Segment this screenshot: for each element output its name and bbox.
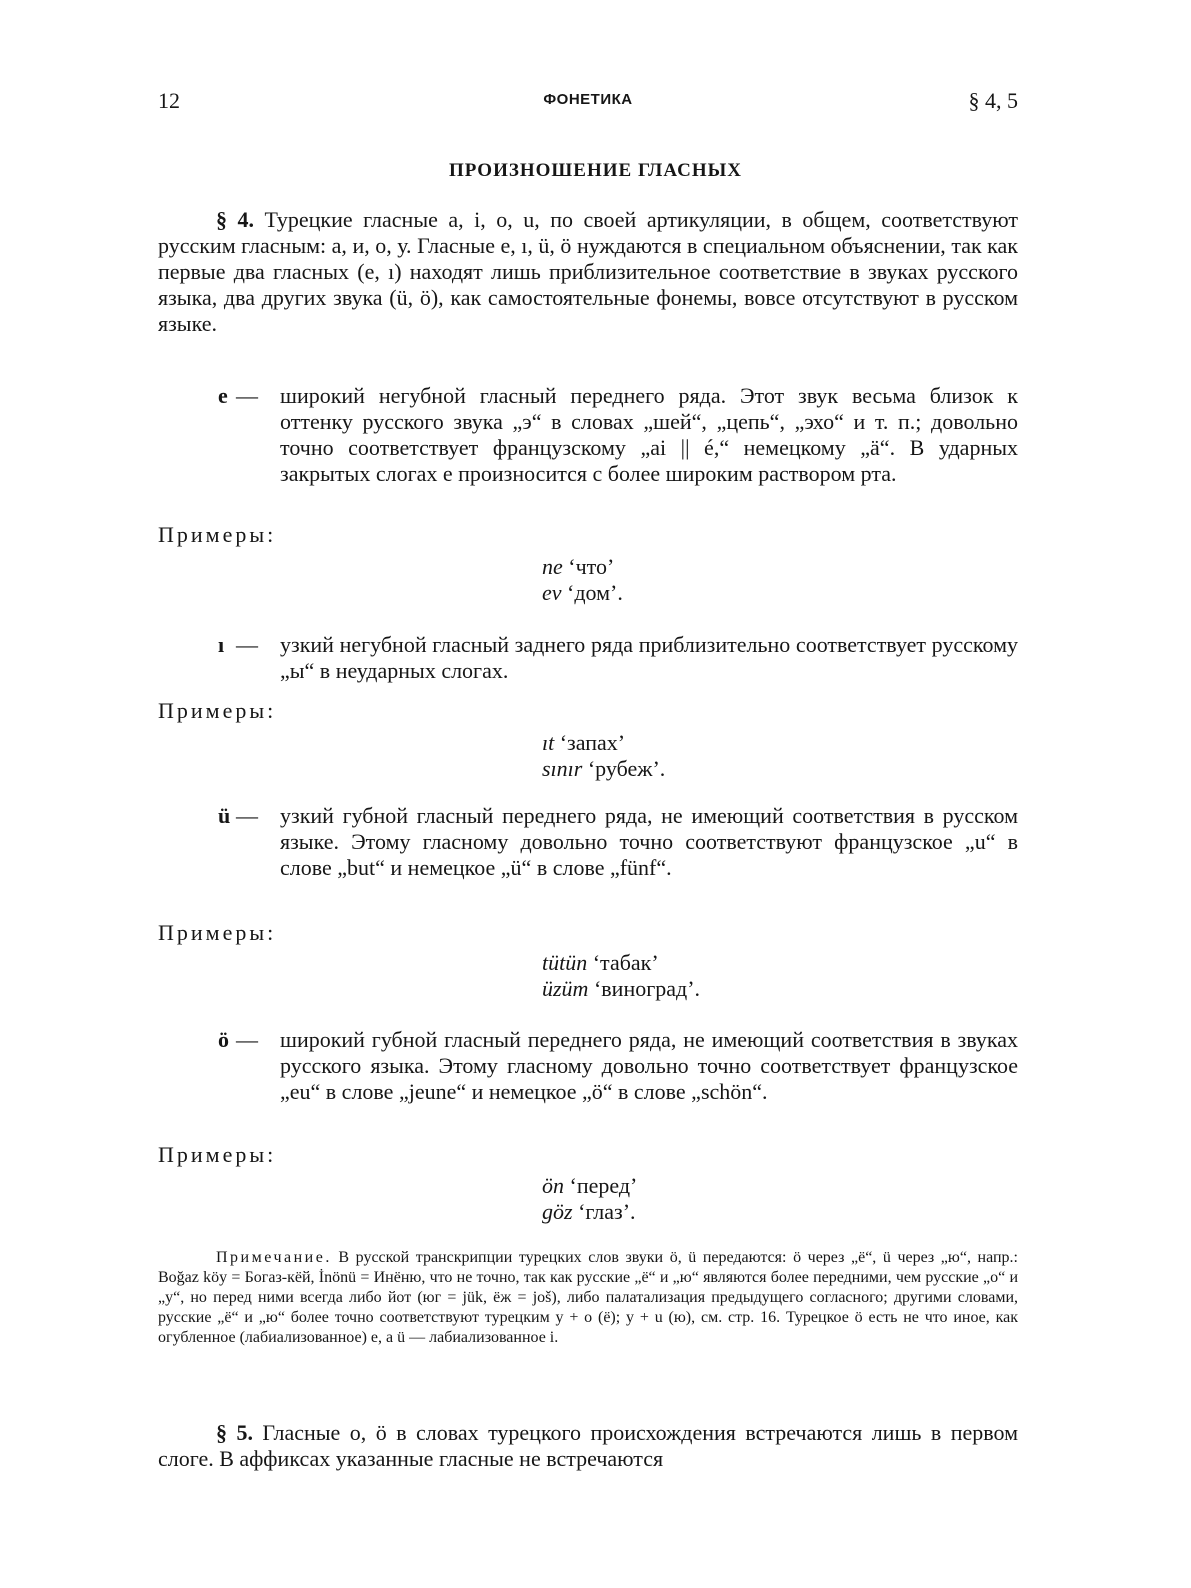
vowel-letter: ö (218, 1027, 229, 1052)
example-word: ıt (542, 730, 555, 755)
example-gloss: ‘что’ (568, 554, 615, 579)
page-number: 12 (158, 88, 180, 113)
footnote-remark (158, 1248, 1018, 1348)
example-item (542, 756, 665, 782)
example-gloss: ‘запах’ (559, 730, 626, 755)
example-gloss: ‘виноград’. (593, 976, 701, 1001)
vowel-description: широкий губной гласный переднего ряда, не имеющий соответствия в звуках русского языка. Этому гласному довольно точно соответствует французское „eu“ в слове „jeune“ и немецкое „ö“ в слове „schön“. (280, 1027, 1018, 1104)
example-gloss: ‘перед’ (569, 1173, 638, 1198)
section-4-mark: § 4. (216, 207, 255, 232)
paragraph-section-4 (158, 207, 1018, 337)
example-item (542, 730, 625, 756)
examples-label: Примеры: (158, 698, 277, 723)
example-gloss: ‘табак’ (592, 950, 659, 975)
vowel-description: широкий негубной гласный переднего ряда. Этот звук весьма близок к оттенку русского звука „э“ в словах „шей“, „цепь“, „эхо“ и т. п.; довольно точно соответствует французскому „ai || é,“ немецкому „ä“. В ударных закрытых слогах e произносится с более широким раствором рта. (280, 383, 1018, 486)
example-word: ne (542, 554, 563, 579)
example-word: göz (542, 1199, 573, 1224)
running-title: ФОНЕТИКА (543, 91, 633, 108)
section-title: ПРОИЗНОШЕНИЕ ГЛАСНЫХ (449, 160, 742, 181)
vowel-description: узкий негубной гласный заднего ряда приблизительно соответствует русскому „ы“ в неударных слогах. (280, 632, 1018, 683)
section-5-mark: § 5. (216, 1420, 253, 1445)
entry-dash: — (236, 632, 258, 657)
vowel-entry-i-dotless (218, 632, 1018, 684)
vowel-entry-u-umlaut (218, 803, 1018, 881)
example-gloss: ‘дом’. (567, 580, 623, 605)
example-item (542, 1173, 637, 1199)
examples-label: Примеры: (158, 522, 277, 547)
example-word: tütün (542, 950, 588, 975)
paragraph-section-5 (158, 1420, 1018, 1472)
example-gloss: ‘глаз’. (578, 1199, 636, 1224)
example-word: sınır (542, 756, 583, 781)
example-item (542, 580, 623, 606)
example-item (542, 950, 659, 976)
examples-label: Примеры: (158, 1142, 277, 1167)
examples-label: Примеры: (158, 920, 277, 945)
example-item (542, 554, 614, 580)
example-item (542, 976, 700, 1002)
example-word: ev (542, 580, 562, 605)
example-word: üzüm (542, 976, 589, 1001)
example-word: ön (542, 1173, 564, 1198)
section-reference: § 4, 5 (968, 88, 1018, 113)
example-item (542, 1199, 636, 1225)
vowel-letter: ı (218, 632, 225, 657)
note-text: В русской транскрипции турецких слов звуки ö, ü передаются: ö через „ё“, ü через „ю“, напр.: Boğaz köy = Богаз-кёй, İnönü = Инёню, что не точно, так как русские „ё“ и „ю“ являются более передними, чем русские „о“ и „у“, но перед ними всегда либо йот (юг = jük, ёж = još), либо палатализация предыдущего согласного; другими словами, русские „ё“ и „ю“ более точно соответствуют турецким y + o (ё); y + u (ю), см. стр. 16. Турецкое ö есть не что иное, как огубленное (лабиализованное) e, а ü — лабиализованное i. (158, 1249, 1018, 1346)
section-4-text: Турецкие гласные a, i, o, u, по своей артикуляции, в общем, соответствуют русским гласным: а, и, о, у. Гласные e, ı, ü, ö нуждаются в специальном объяснении, так как первые два гласных (e, ı) находят лишь приблизительное соответствие в звуках русского языка, два других звука (ü, ö), как самостоятельные фонемы, вовсе отсутствуют в русском языке. (158, 207, 1019, 336)
vowel-entry-e (218, 383, 1018, 487)
page-header (158, 88, 1018, 118)
example-gloss: ‘рубеж’. (587, 756, 666, 781)
vowel-letter: e (218, 383, 228, 408)
entry-dash: — (236, 1027, 258, 1052)
vowel-description: узкий губной гласный переднего ряда, не имеющий соответствия в русском языке. Этому гласному довольно точно соответствуют французское „u“ в слове „but“ и немецкое „ü“ в слове „fünf“. (280, 803, 1018, 880)
entry-dash: — (236, 383, 258, 408)
entry-dash: — (236, 803, 258, 828)
note-lead: Примечание. (216, 1249, 332, 1266)
section-5-text: Гласные o, ö в словах турецкого происхождения встречаются лишь в первом слоге. В аффиксах указанные гласные не встречаются (158, 1420, 1019, 1471)
vowel-entry-o-umlaut (218, 1027, 1018, 1105)
vowel-letter: ü (218, 803, 231, 828)
